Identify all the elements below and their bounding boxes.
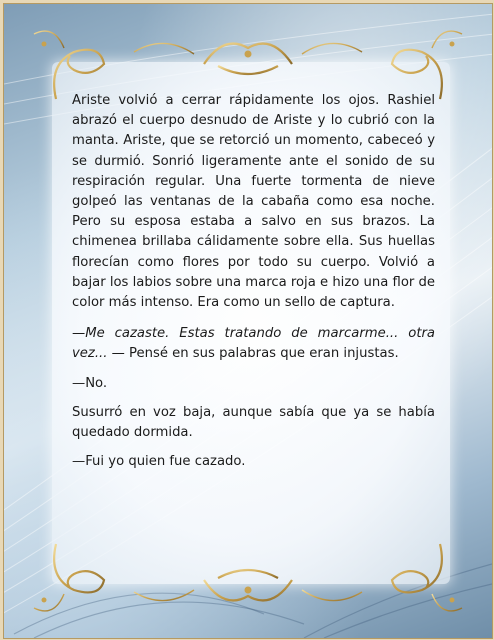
paragraph-1: Ariste volvió a cerrar rápidamente los ojos. Rashiel abrazó el cuerpo desnudo de Ariste y lo cubrió con la manta. Ariste, que se retorció un momento, cabeceó y se durmió. Sonrió ligeramente ante el sonido de su respiración regular. Una fuerte tormenta de nieve golpeó las ventanas de la cabaña como esa noche. Pero su esposa estaba a salvo en sus brazos. La chimenea brillaba cálidamente sobre ella. Sus huellas florecían como flores por todo su cuerpo. Volvió a bajar los labios sobre una marca roja e hizo una flor de color más intenso. Era como un sello de captura. <box>72 93 435 311</box>
page-frame <box>3 3 493 639</box>
story-text <box>72 91 435 483</box>
paragraph-4: Susurró en voz baja, aunque sabía que ya se había quedado dormida. <box>72 404 435 441</box>
dialogue-quote: —Me cazaste. Estas tratando de marcarme... otra vez... — <box>72 326 435 362</box>
paragraph-2 <box>72 324 435 364</box>
paragraph-5: —Fui yo quien fue cazado. <box>72 454 246 470</box>
paragraph-3: —No. <box>72 375 108 391</box>
dialogue-narration: Pensé en sus palabras que eran injustas. <box>124 346 399 362</box>
